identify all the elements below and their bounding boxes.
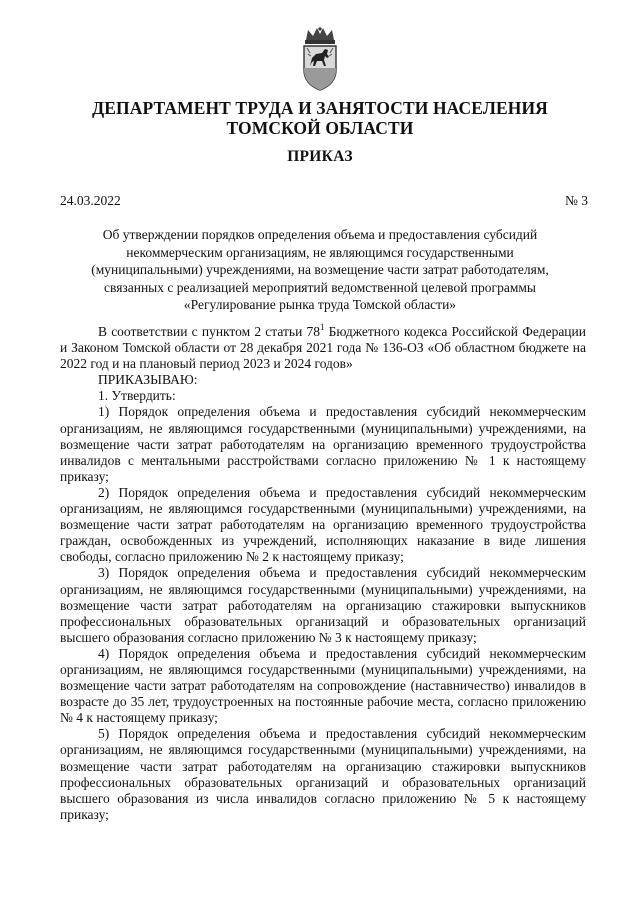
document-number: № 3 [564, 193, 588, 208]
document-date: 24.03.2022 [60, 193, 121, 208]
order-word: ПРИКАЗЫВАЮ: [98, 372, 198, 388]
header-line-2: ТОМСКОЙ ОБЛАСТИ [226, 118, 414, 138]
subject-line: (муниципальными) учреждениями, на возмещение части затрат работодателям, [91, 262, 549, 277]
subject-line: некоммерческим организациям, не являющимся государственными [126, 244, 514, 260]
header-line-1: ДЕПАРТАМЕНТ ТРУДА И ЗАНЯТОСТИ НАСЕЛЕНИЯ [92, 98, 548, 118]
preamble-text-start: В соответствии с пунктом 2 статьи 78 [98, 324, 320, 339]
subitem-paragraph: 5) Порядок определения объема и предоставления субсидий некоммерческим организациям, не являющимся государственными (муниципальными) учреждениями, на возмещение части затрат работодателям на организацию стажировки выпускников профессиональных образовательных организаций и образовательных организаций высшего образования из числа инвалидов согласно приложению № 5 к настоящему приказу; [60, 726, 586, 822]
item-1: 1. Утвердить: [98, 388, 176, 404]
document-subject [90, 226, 550, 314]
document-body [60, 321, 586, 823]
document-type: ПРИКАЗ [287, 148, 353, 165]
subitem-paragraph: 4) Порядок определения объема и предоставления субсидий некоммерческим организациям, не являющимся государственными (муниципальными) учреждениями, на возмещение части затрат работодателям на сопровождение (наставничество) инвалидов в возрасте до 35 лет, трудоустроенных на постоянные рабочие места, согласно приложению № 4 к настоящему приказу; [60, 645, 586, 726]
preamble-paragraph [60, 321, 586, 372]
preamble-text-end: Бюджетного кодекса Российской Федерации и Законом Томской области от 28 декабря 2021 года № 136-ОЗ «Об областном бюджете на 2022 год и на плановый период 2023 и 2024 годов» [60, 324, 586, 372]
subject-line: Об утверждении порядков определения объема и предоставления субсидий [102, 227, 538, 242]
department-header [0, 98, 640, 138]
subject-line: связанных с реализацией мероприятий ведомственной целевой программы [104, 279, 536, 295]
preamble-superscript: 1 [319, 321, 325, 332]
subitem-paragraph: 2) Порядок определения объема и предоставления субсидий некоммерческим организациям, не являющимся государственными (муниципальными) учреждениями, на возмещение части затрат работодателям на организацию временного трудоустройства граждан, освобожденных из учреждений, исполняющих наказание в виде лишения свободы, согласно приложению № 2 к настоящему приказу; [60, 484, 586, 565]
subject-line: «Регулирование рынка труда Томской области» [183, 297, 457, 312]
coat-of-arms-icon [298, 26, 342, 92]
subitem-paragraph: 1) Порядок определения объема и предоставления субсидий некоммерческим организациям, не являющимся государственными (муниципальными) учреждениями, на возмещение части затрат работодателям на организацию временного трудоустройства инвалидов с ментальными расстройствами согласно приложению № 1 к настоящему приказу; [60, 404, 586, 484]
subitem-paragraph: 3) Порядок определения объема и предоставления субсидий некоммерческим организациям, не являющимся государственными (муниципальными) учреждениями, на возмещение части затрат работодателям на организацию стажировки выпускников профессиональных образовательных организаций и образовательных организаций высшего образования согласно приложению № 3 к настоящему приказу; [60, 565, 586, 645]
